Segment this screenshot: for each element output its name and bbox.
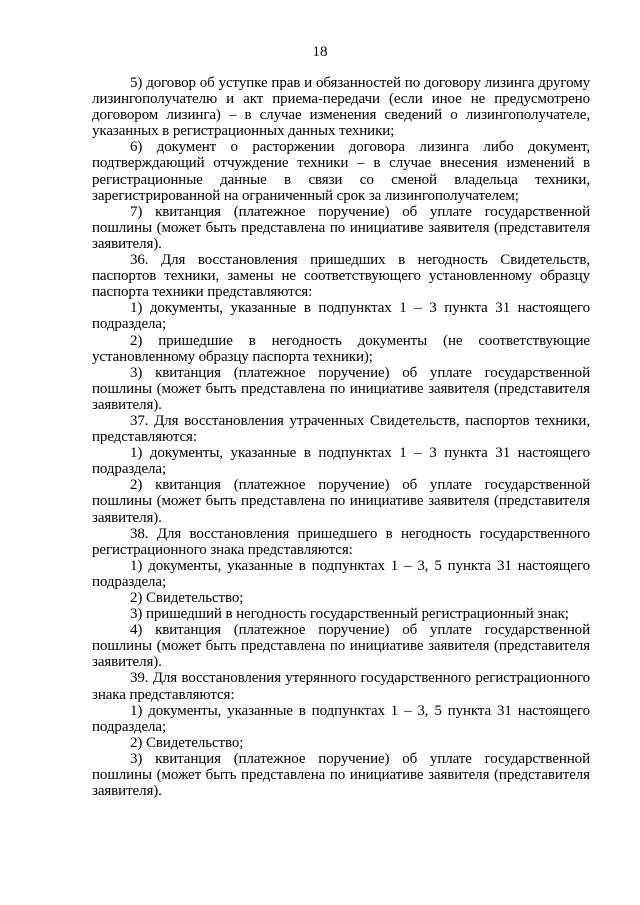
paragraph-36-item-2: 2) пришедшие в негодность документы (не соответствующие установленному образцу паспорта техники); bbox=[92, 332, 590, 365]
paragraph-38-item-2: 2) Свидетельство; bbox=[130, 590, 244, 606]
paragraph-36-item-1: 1) документы, указанные в подпунктах 1 – 3 пункта 31 настоящего подраздела; bbox=[92, 300, 590, 333]
paragraph-38-item-4: 4) квитанция (платежное поручение) об уплате государственной пошлины (может быть представлена по инициативе заявителя (представителя заявителя). bbox=[92, 622, 590, 671]
paragraph-36-item-3: 3) квитанция (платежное поручение) об уплате государственной пошлины (может быть представлена по инициативе заявителя (представителя заявителя). bbox=[92, 364, 590, 413]
document-body bbox=[92, 75, 590, 799]
paragraph-item-7: 7) квитанция (платежное поручение) об уплате государственной пошлины (может быть представлена по инициативе заявителя (представителя заявителя). bbox=[92, 203, 590, 252]
paragraph-clause-38: 38. Для восстановления пришедшего в негодность государственного регистрационного знака представляются: bbox=[92, 525, 590, 558]
page-number: 18 bbox=[312, 44, 328, 60]
paragraph-38-item-3: 3) пришедший в негодность государственный регистрационный знак; bbox=[130, 606, 569, 623]
paragraph-item-6: 6) документ о расторжении договора лизинга либо документ, подтверждающий отчуждение техники – в случае внесения изменений в регистрационные данные в связи со сменой владельца техники, зарегистрированной на ограниченный срок за лизингополучателем; bbox=[92, 139, 590, 204]
paragraph-39-item-2: 2) Свидетельство; bbox=[130, 734, 244, 751]
paragraph-item-5: 5) договор об уступке прав и обязанностей по договору лизинга другому лизингополучателю и акт приема-передачи (если иное не предусмотрено договором лизинга) – в случае изменения сведений о лизингополучателе, указанных в регистрационных данных техники; bbox=[92, 75, 590, 140]
paragraph-38-item-1: 1) документы, указанные в подпунктах 1 – 3, 5 пункта 31 настоящего подраздела; bbox=[92, 557, 590, 590]
paragraph-39-item-3: 3) квитанция (платежное поручение) об уплате государственной пошлины (может быть представлена по инициативе заявителя (представителя заявителя). bbox=[92, 750, 590, 800]
paragraph-39-item-1: 1) документы, указанные в подпунктах 1 – 3, 5 пункта 31 настоящего подраздела; bbox=[92, 702, 590, 735]
paragraph-clause-36: 36. Для восстановления пришедших в негодность Свидетельств, паспортов техники, замены не соответствующего установленному образцу паспорта техники представляются: bbox=[92, 252, 590, 301]
paragraph-clause-37: 37. Для восстановления утраченных Свидетельств, паспортов техники, представляются: bbox=[92, 412, 590, 446]
paragraph-37-item-2: 2) квитанция (платежное поручение) об уплате государственной пошлины (может быть представлена по инициативе заявителя (представителя заявителя). bbox=[92, 477, 590, 526]
paragraph-clause-39: 39. Для восстановления утерянного государственного регистрационного знака представляются: bbox=[92, 670, 590, 703]
paragraph-37-item-1: 1) документы, указанные в подпунктах 1 – 3 пункта 31 настоящего подраздела; bbox=[92, 445, 590, 478]
